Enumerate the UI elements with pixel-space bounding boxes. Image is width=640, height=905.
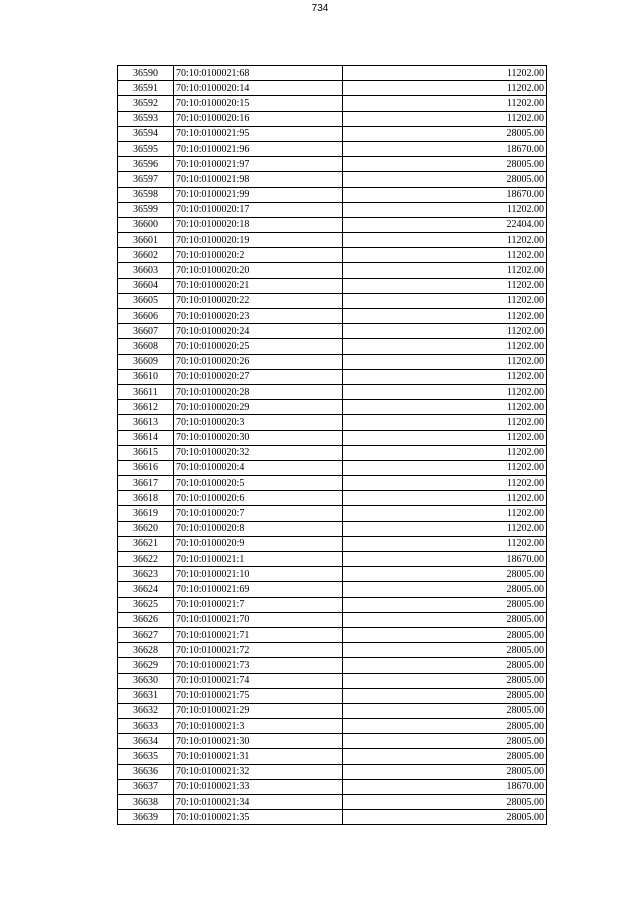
row-number-cell: 36630 <box>118 673 174 688</box>
cadastral-number-cell: 70:10:0100020:28 <box>174 384 343 399</box>
value-cell: 28005.00 <box>343 126 547 141</box>
row-number-cell: 36598 <box>118 187 174 202</box>
row-number-cell: 36639 <box>118 810 174 825</box>
table-row <box>118 612 547 627</box>
table-body <box>118 66 547 825</box>
cadastral-number-cell: 70:10:0100020:16 <box>174 111 343 126</box>
row-number-cell: 36633 <box>118 719 174 734</box>
table-row <box>118 202 547 217</box>
table-row <box>118 400 547 415</box>
cadastral-number-cell: 70:10:0100020:3 <box>174 415 343 430</box>
table-row <box>118 263 547 278</box>
row-number-cell: 36617 <box>118 476 174 491</box>
table-row <box>118 324 547 339</box>
cadastral-number-cell: 70:10:0100021:1 <box>174 552 343 567</box>
table-row <box>118 658 547 673</box>
cadastral-value-table <box>117 65 547 825</box>
row-number-cell: 36594 <box>118 126 174 141</box>
table-row <box>118 719 547 734</box>
value-cell: 18670.00 <box>343 779 547 794</box>
table-row <box>118 506 547 521</box>
row-number-cell: 36596 <box>118 157 174 172</box>
row-number-cell: 36604 <box>118 278 174 293</box>
value-cell: 11202.00 <box>343 309 547 324</box>
table-row <box>118 627 547 642</box>
table-row <box>118 476 547 491</box>
cadastral-number-cell: 70:10:0100021:68 <box>174 66 343 81</box>
table-row <box>118 81 547 96</box>
value-cell: 28005.00 <box>343 157 547 172</box>
table-row <box>118 673 547 688</box>
table-row <box>118 430 547 445</box>
row-number-cell: 36611 <box>118 384 174 399</box>
value-cell: 28005.00 <box>343 673 547 688</box>
table-row <box>118 552 547 567</box>
row-number-cell: 36612 <box>118 400 174 415</box>
value-cell: 28005.00 <box>343 567 547 582</box>
cadastral-number-cell: 70:10:0100020:15 <box>174 96 343 111</box>
table-row <box>118 157 547 172</box>
cadastral-number-cell: 70:10:0100020:26 <box>174 354 343 369</box>
row-number-cell: 36593 <box>118 111 174 126</box>
cadastral-number-cell: 70:10:0100021:97 <box>174 157 343 172</box>
cadastral-number-cell: 70:10:0100020:30 <box>174 430 343 445</box>
value-cell: 28005.00 <box>343 734 547 749</box>
row-number-cell: 36623 <box>118 567 174 582</box>
cadastral-number-cell: 70:10:0100020:24 <box>174 324 343 339</box>
table-row <box>118 536 547 551</box>
row-number-cell: 36599 <box>118 202 174 217</box>
row-number-cell: 36632 <box>118 703 174 718</box>
table-row <box>118 415 547 430</box>
value-cell: 28005.00 <box>343 810 547 825</box>
value-cell: 11202.00 <box>343 278 547 293</box>
table-row <box>118 643 547 658</box>
value-cell: 11202.00 <box>343 263 547 278</box>
value-cell: 11202.00 <box>343 430 547 445</box>
cadastral-number-cell: 70:10:0100021:7 <box>174 597 343 612</box>
table-row <box>118 248 547 263</box>
cadastral-number-cell: 70:10:0100021:70 <box>174 612 343 627</box>
value-cell: 11202.00 <box>343 476 547 491</box>
row-number-cell: 36637 <box>118 779 174 794</box>
cadastral-number-cell: 70:10:0100020:9 <box>174 536 343 551</box>
value-cell: 28005.00 <box>343 719 547 734</box>
row-number-cell: 36607 <box>118 324 174 339</box>
cadastral-number-cell: 70:10:0100020:25 <box>174 339 343 354</box>
row-number-cell: 36591 <box>118 81 174 96</box>
table-row <box>118 460 547 475</box>
table-row <box>118 278 547 293</box>
row-number-cell: 36620 <box>118 521 174 536</box>
table-row <box>118 187 547 202</box>
cadastral-number-cell: 70:10:0100020:19 <box>174 233 343 248</box>
value-cell: 11202.00 <box>343 445 547 460</box>
table-row <box>118 597 547 612</box>
value-cell: 11202.00 <box>343 384 547 399</box>
value-cell: 28005.00 <box>343 612 547 627</box>
value-cell: 11202.00 <box>343 111 547 126</box>
row-number-cell: 36605 <box>118 293 174 308</box>
row-number-cell: 36609 <box>118 354 174 369</box>
value-cell: 11202.00 <box>343 354 547 369</box>
value-cell: 11202.00 <box>343 536 547 551</box>
value-cell: 11202.00 <box>343 339 547 354</box>
cadastral-number-cell: 70:10:0100021:32 <box>174 764 343 779</box>
value-cell: 28005.00 <box>343 658 547 673</box>
cadastral-number-cell: 70:10:0100021:73 <box>174 658 343 673</box>
table-row <box>118 339 547 354</box>
row-number-cell: 36608 <box>118 339 174 354</box>
value-cell: 11202.00 <box>343 400 547 415</box>
row-number-cell: 36631 <box>118 688 174 703</box>
cadastral-number-cell: 70:10:0100020:29 <box>174 400 343 415</box>
row-number-cell: 36603 <box>118 263 174 278</box>
cadastral-number-cell: 70:10:0100020:18 <box>174 217 343 232</box>
row-number-cell: 36618 <box>118 491 174 506</box>
row-number-cell: 36629 <box>118 658 174 673</box>
cadastral-number-cell: 70:10:0100021:10 <box>174 567 343 582</box>
cadastral-number-cell: 70:10:0100021:96 <box>174 141 343 156</box>
table-row <box>118 734 547 749</box>
table-row <box>118 491 547 506</box>
row-number-cell: 36590 <box>118 66 174 81</box>
cadastral-number-cell: 70:10:0100021:98 <box>174 172 343 187</box>
row-number-cell: 36597 <box>118 172 174 187</box>
value-cell: 11202.00 <box>343 415 547 430</box>
value-cell: 28005.00 <box>343 764 547 779</box>
row-number-cell: 36628 <box>118 643 174 658</box>
value-cell: 11202.00 <box>343 96 547 111</box>
row-number-cell: 36595 <box>118 141 174 156</box>
row-number-cell: 36621 <box>118 536 174 551</box>
table-row <box>118 703 547 718</box>
cadastral-number-cell: 70:10:0100020:7 <box>174 506 343 521</box>
value-cell: 11202.00 <box>343 521 547 536</box>
table-row <box>118 582 547 597</box>
value-cell: 28005.00 <box>343 749 547 764</box>
cadastral-number-cell: 70:10:0100020:20 <box>174 263 343 278</box>
table-row <box>118 111 547 126</box>
value-cell: 28005.00 <box>343 688 547 703</box>
table-row <box>118 369 547 384</box>
value-cell: 11202.00 <box>343 66 547 81</box>
cadastral-number-cell: 70:10:0100021:69 <box>174 582 343 597</box>
cadastral-number-cell: 70:10:0100021:35 <box>174 810 343 825</box>
table-row <box>118 764 547 779</box>
table-row <box>118 66 547 81</box>
cadastral-number-cell: 70:10:0100020:23 <box>174 309 343 324</box>
row-number-cell: 36614 <box>118 430 174 445</box>
value-cell: 11202.00 <box>343 248 547 263</box>
table-row <box>118 309 547 324</box>
table-row <box>118 354 547 369</box>
cadastral-number-cell: 70:10:0100021:29 <box>174 703 343 718</box>
cadastral-number-cell: 70:10:0100021:31 <box>174 749 343 764</box>
table-row <box>118 293 547 308</box>
value-cell: 11202.00 <box>343 491 547 506</box>
cadastral-number-cell: 70:10:0100020:21 <box>174 278 343 293</box>
value-cell: 11202.00 <box>343 293 547 308</box>
cadastral-number-cell: 70:10:0100020:8 <box>174 521 343 536</box>
cadastral-number-cell: 70:10:0100021:75 <box>174 688 343 703</box>
row-number-cell: 36613 <box>118 415 174 430</box>
cadastral-number-cell: 70:10:0100021:30 <box>174 734 343 749</box>
row-number-cell: 36600 <box>118 217 174 232</box>
row-number-cell: 36638 <box>118 795 174 810</box>
table-row <box>118 521 547 536</box>
value-cell: 28005.00 <box>343 582 547 597</box>
row-number-cell: 36634 <box>118 734 174 749</box>
table-row <box>118 141 547 156</box>
value-cell: 28005.00 <box>343 597 547 612</box>
row-number-cell: 36624 <box>118 582 174 597</box>
cadastral-number-cell: 70:10:0100021:71 <box>174 627 343 642</box>
value-cell: 28005.00 <box>343 172 547 187</box>
table-row <box>118 810 547 825</box>
value-cell: 11202.00 <box>343 369 547 384</box>
value-cell: 11202.00 <box>343 81 547 96</box>
row-number-cell: 36615 <box>118 445 174 460</box>
row-number-cell: 36626 <box>118 612 174 627</box>
cadastral-number-cell: 70:10:0100020:4 <box>174 460 343 475</box>
value-cell: 11202.00 <box>343 233 547 248</box>
value-cell: 28005.00 <box>343 795 547 810</box>
cadastral-number-cell: 70:10:0100020:32 <box>174 445 343 460</box>
table-row <box>118 217 547 232</box>
cadastral-number-cell: 70:10:0100021:74 <box>174 673 343 688</box>
row-number-cell: 36622 <box>118 552 174 567</box>
table-row <box>118 126 547 141</box>
value-cell: 18670.00 <box>343 187 547 202</box>
row-number-cell: 36635 <box>118 749 174 764</box>
table-row <box>118 233 547 248</box>
cadastral-number-cell: 70:10:0100020:14 <box>174 81 343 96</box>
row-number-cell: 36606 <box>118 309 174 324</box>
cadastral-number-cell: 70:10:0100021:99 <box>174 187 343 202</box>
row-number-cell: 36610 <box>118 369 174 384</box>
cadastral-number-cell: 70:10:0100020:6 <box>174 491 343 506</box>
table-row <box>118 384 547 399</box>
value-cell: 18670.00 <box>343 141 547 156</box>
cadastral-number-cell: 70:10:0100020:2 <box>174 248 343 263</box>
value-cell: 11202.00 <box>343 202 547 217</box>
cadastral-number-cell: 70:10:0100021:3 <box>174 719 343 734</box>
cadastral-number-cell: 70:10:0100021:95 <box>174 126 343 141</box>
cadastral-number-cell: 70:10:0100020:5 <box>174 476 343 491</box>
row-number-cell: 36616 <box>118 460 174 475</box>
cadastral-number-cell: 70:10:0100021:72 <box>174 643 343 658</box>
value-cell: 28005.00 <box>343 627 547 642</box>
cadastral-number-cell: 70:10:0100021:33 <box>174 779 343 794</box>
row-number-cell: 36601 <box>118 233 174 248</box>
table-row <box>118 795 547 810</box>
value-cell: 28005.00 <box>343 643 547 658</box>
row-number-cell: 36625 <box>118 597 174 612</box>
row-number-cell: 36636 <box>118 764 174 779</box>
value-cell: 11202.00 <box>343 460 547 475</box>
cadastral-number-cell: 70:10:0100021:34 <box>174 795 343 810</box>
cadastral-number-cell: 70:10:0100020:27 <box>174 369 343 384</box>
table-row <box>118 779 547 794</box>
value-cell: 28005.00 <box>343 703 547 718</box>
value-cell: 18670.00 <box>343 552 547 567</box>
page-number: 734 <box>311 3 329 14</box>
row-number-cell: 36592 <box>118 96 174 111</box>
value-cell: 22404.00 <box>343 217 547 232</box>
table-row <box>118 567 547 582</box>
table-row <box>118 688 547 703</box>
value-cell: 11202.00 <box>343 324 547 339</box>
cadastral-number-cell: 70:10:0100020:22 <box>174 293 343 308</box>
table-row <box>118 96 547 111</box>
table-row <box>118 172 547 187</box>
row-number-cell: 36627 <box>118 627 174 642</box>
table-row <box>118 749 547 764</box>
row-number-cell: 36619 <box>118 506 174 521</box>
row-number-cell: 36602 <box>118 248 174 263</box>
table-row <box>118 445 547 460</box>
value-cell: 11202.00 <box>343 506 547 521</box>
cadastral-number-cell: 70:10:0100020:17 <box>174 202 343 217</box>
